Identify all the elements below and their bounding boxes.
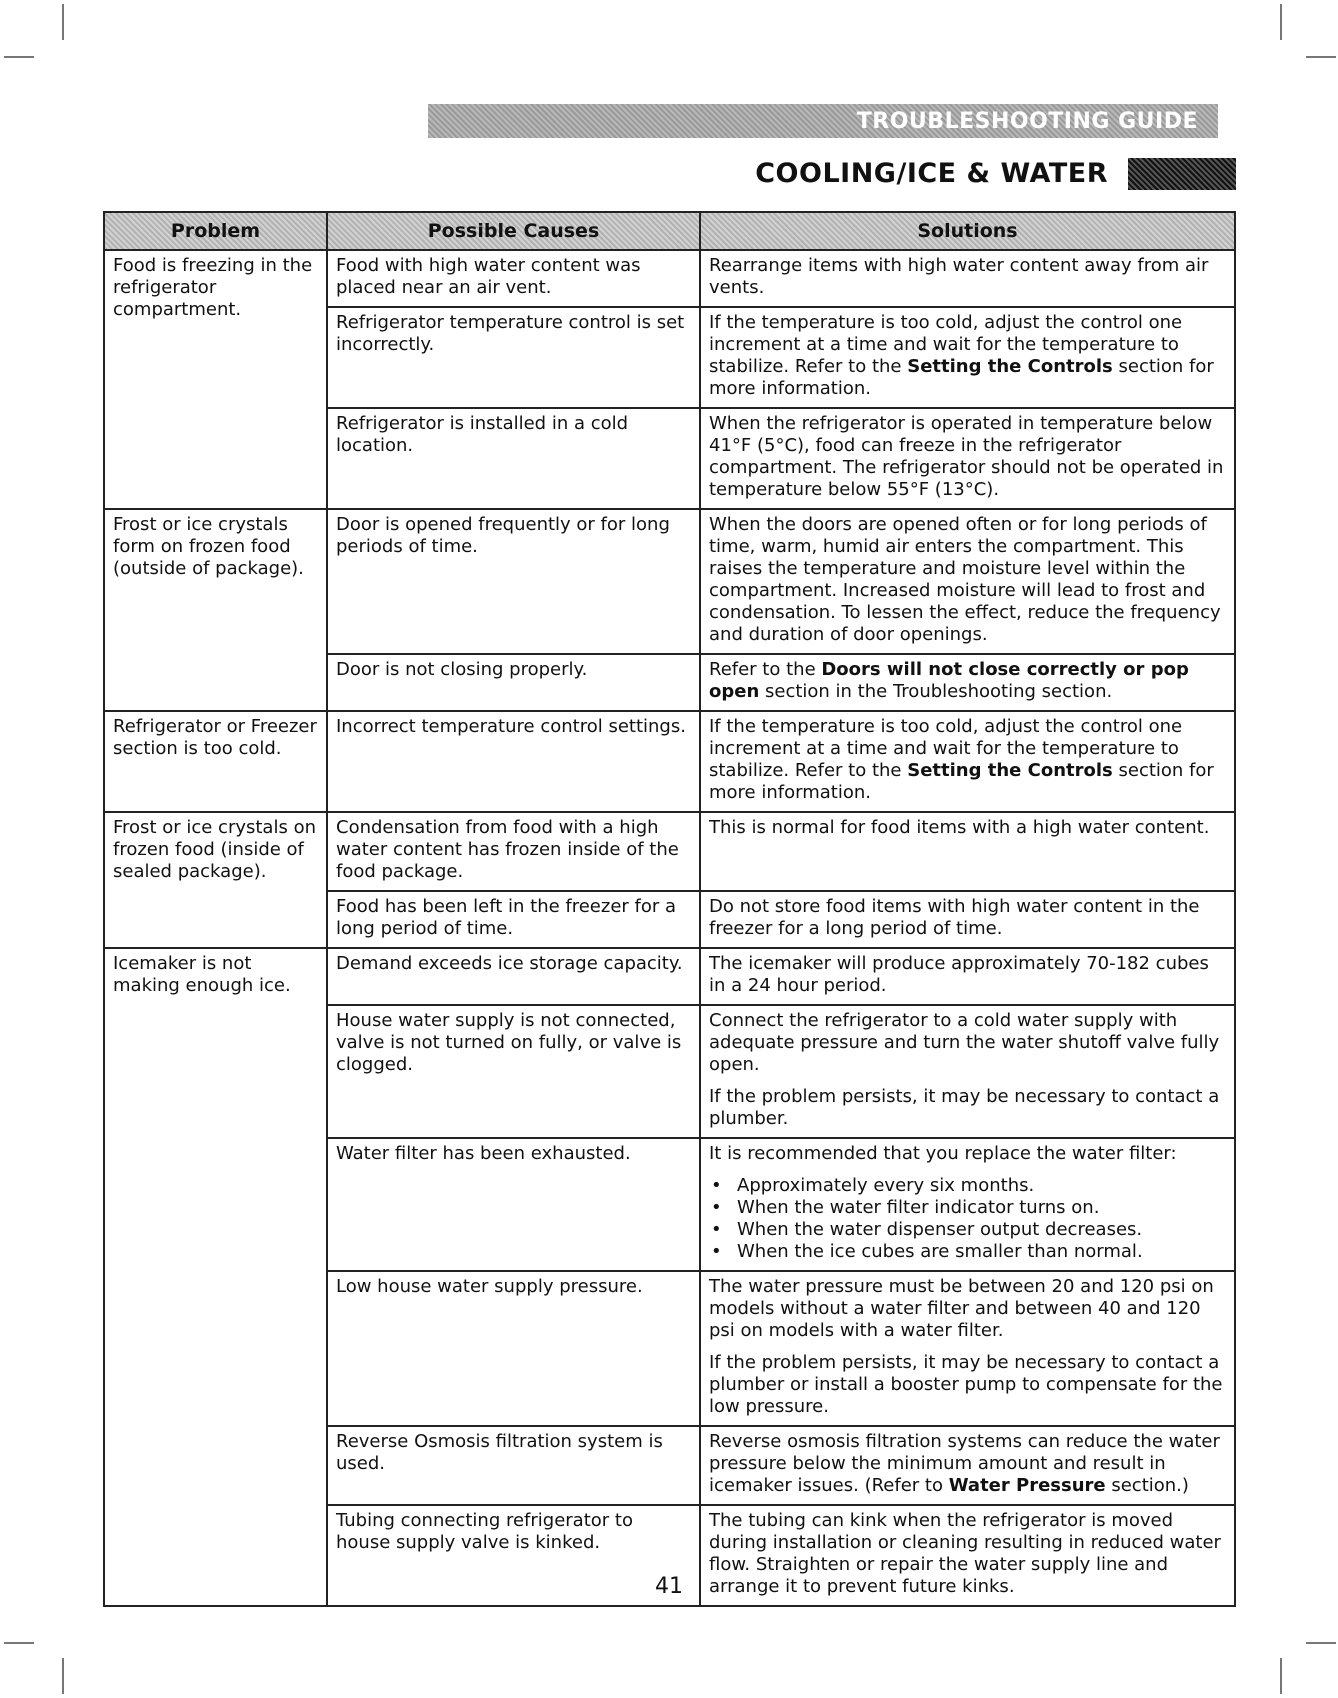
table-row: [104, 711, 1235, 812]
problem-cell: Food is freezing in the refrigerator compartment.: [104, 250, 327, 509]
problem-cell: Frost or ice crystals on frozen food (inside of sealed package).: [104, 812, 327, 948]
solution-cell: Refer to the Doors will not close correctly or pop open section in the Troubleshooting section.: [700, 654, 1235, 711]
section-reference: Setting the Controls: [907, 760, 1113, 781]
cause-cell: Demand exceeds ice storage capacity.: [327, 948, 700, 1005]
section-reference: Doors will not close correctly or pop open: [709, 659, 1189, 702]
table-header-row: [104, 212, 1235, 250]
cause-cell: Low house water supply pressure.: [327, 1271, 700, 1426]
solution-text: It is recommended that you replace the water filter:: [709, 1143, 1177, 1164]
crop-mark: [1280, 1658, 1282, 1694]
section-title: COOLING/ICE & WATER: [755, 158, 1108, 189]
solution-cell: If the temperature is too cold, adjust the control one increment at a time and wait for the temperature to stabilize. Refer to the Setting the Controls section for more information.: [700, 307, 1235, 408]
problem-cell: Icemaker is not making enough ice.: [104, 948, 327, 1606]
cause-cell: Reverse Osmosis filtration system is used.: [327, 1426, 700, 1505]
crop-mark: [62, 1658, 64, 1694]
table-row: [104, 509, 1235, 654]
cause-cell: Door is opened frequently or for long periods of time.: [327, 509, 700, 654]
list-item: • Approximately every six months.: [709, 1175, 1226, 1197]
crop-mark: [1280, 4, 1282, 40]
solution-cell: [700, 1271, 1235, 1426]
solution-cell: When the refrigerator is operated in temperature below 41°F (5°C), food can freeze in the refrigerator compartment. The refrigerator should not be operated in temperature below 55°F (13°C).: [700, 408, 1235, 509]
cause-cell: House water supply is not connected, valve is not turned on fully, or valve is clogged.: [327, 1005, 700, 1138]
crop-mark: [4, 56, 34, 58]
solution-cell: Reverse osmosis filtration systems can reduce the water pressure below the minimum amount and result in icemaker issues. (Refer to Water Pressure section.): [700, 1426, 1235, 1505]
page-number: 41: [655, 1574, 683, 1599]
troubleshooting-table: [103, 211, 1236, 1607]
cause-cell: Condensation from food with a high water content has frozen inside of the food package.: [327, 812, 700, 891]
cause-cell: Refrigerator temperature control is set incorrectly.: [327, 307, 700, 408]
section-title-block: [1128, 158, 1236, 190]
crop-mark: [4, 1642, 34, 1644]
solution-cell: Rearrange items with high water content away from air vents.: [700, 250, 1235, 307]
crop-mark: [62, 4, 64, 40]
guide-title: TROUBLESHOOTING GUIDE: [856, 109, 1198, 134]
list-item: • When the water dispenser output decreases.: [709, 1219, 1226, 1241]
cause-cell: Food with high water content was placed near an air vent.: [327, 250, 700, 307]
solution-cell: The icemaker will produce approximately 70-182 cubes in a 24 hour period.: [700, 948, 1235, 1005]
table-row: [104, 948, 1235, 1005]
solution-text: The water pressure must be between 20 and 120 psi on models without a water filter and between 40 and 120 psi on models with a water filter.: [709, 1276, 1214, 1341]
crop-mark: [1306, 56, 1336, 58]
solution-cell: If the temperature is too cold, adjust the control one increment at a time and wait for the temperature to stabilize. Refer to the Setting the Controls section for more information.: [700, 711, 1235, 812]
table-row: [104, 812, 1235, 891]
cause-cell: Door is not closing properly.: [327, 654, 700, 711]
problem-cell: Refrigerator or Freezer section is too cold.: [104, 711, 327, 812]
solution-text: Connect the refrigerator to a cold water supply with adequate pressure and turn the water shutoff valve fully open.: [709, 1010, 1220, 1075]
cause-cell: Tubing connecting refrigerator to house supply valve is kinked.: [327, 1505, 700, 1606]
solution-cell: [700, 1005, 1235, 1138]
crop-mark: [1306, 1642, 1336, 1644]
section-reference: Water Pressure: [948, 1475, 1106, 1496]
list-item: • When the water filter indicator turns on.: [709, 1197, 1226, 1219]
list-item: • When the ice cubes are smaller than normal.: [709, 1241, 1226, 1263]
solution-cell: When the doors are opened often or for long periods of time, warm, humid air enters the compartment. This raises the temperature and moisture level within the compartment. Increased moisture will lead to frost and condensation. To lessen the effect, reduce the frequency and duration of door openings.: [700, 509, 1235, 654]
cause-cell: Refrigerator is installed in a cold location.: [327, 408, 700, 509]
solution-cell: This is normal for food items with a high water content.: [700, 812, 1235, 891]
cause-cell: Water filter has been exhausted.: [327, 1138, 700, 1271]
table-row: [104, 250, 1235, 307]
solution-text: If the problem persists, it may be necessary to contact a plumber.: [709, 1086, 1220, 1129]
solution-cell: Do not store food items with high water content in the freezer for a long period of time.: [700, 891, 1235, 948]
solution-cell: [700, 1138, 1235, 1271]
header-solutions: Solutions: [700, 212, 1235, 250]
header-causes: Possible Causes: [327, 212, 700, 250]
solution-cell: The tubing can kink when the refrigerator is moved during installation or cleaning resulting in reduced water flow. Straighten or repair the water supply line and arrange it to prevent future kinks.: [700, 1505, 1235, 1606]
cause-cell: Incorrect temperature control settings.: [327, 711, 700, 812]
guide-header-bar: [428, 104, 1218, 138]
solution-text: If the problem persists, it may be necessary to contact a plumber or install a booster pump to compensate for the low pressure.: [709, 1352, 1223, 1417]
header-problem: Problem: [104, 212, 327, 250]
bullet-list: [709, 1175, 1226, 1263]
problem-cell: Frost or ice crystals form on frozen food (outside of package).: [104, 509, 327, 711]
section-reference: Setting the Controls: [907, 356, 1113, 377]
cause-cell: Food has been left in the freezer for a long period of time.: [327, 891, 700, 948]
